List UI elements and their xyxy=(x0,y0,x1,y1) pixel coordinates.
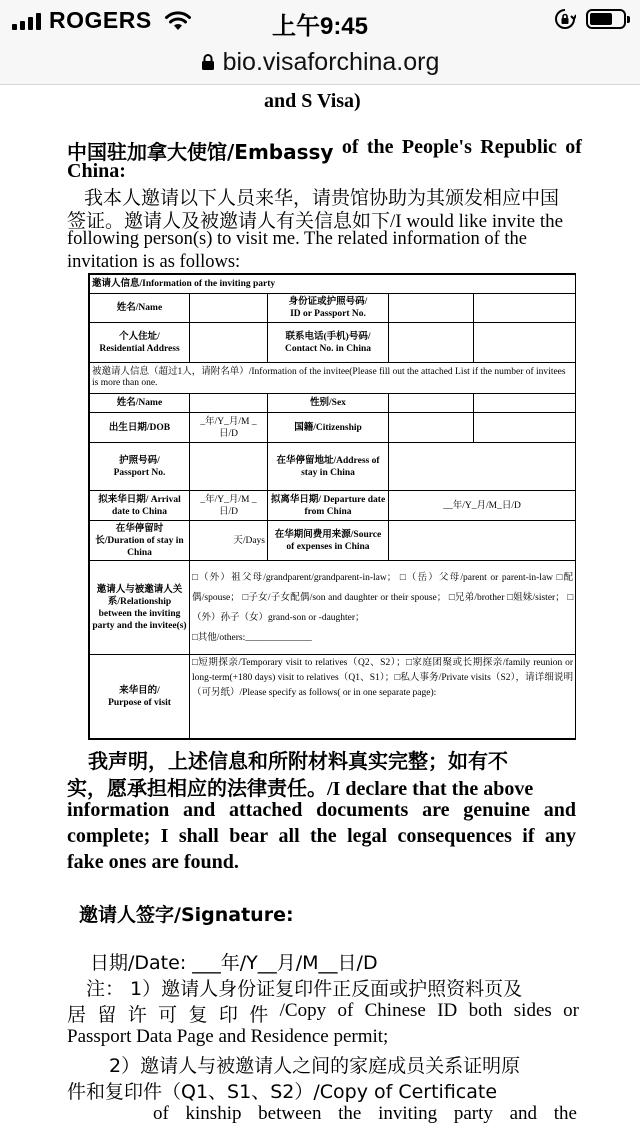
note-word: 许 xyxy=(127,1004,147,1026)
field-inviter-id[interactable] xyxy=(389,294,474,323)
status-time: 上午9:45 xyxy=(271,13,369,40)
note-line2 xyxy=(67,1000,579,1027)
note-line4: 2）邀请人与被邀请人之间的家庭成员关系证明原 xyxy=(109,1055,521,1077)
note-word: 可 xyxy=(158,1004,178,1026)
label-dob: 出生日期/DOB xyxy=(90,413,190,443)
inviter-section-header: 邀请人信息/Information of the inviting party xyxy=(90,275,576,294)
para1-line4: invitation is as follows: xyxy=(67,252,241,272)
embassy-word: Republic xyxy=(480,136,557,158)
invitee-section-header: 被邀请人信息（超过1人，请附名单）/Information of the invitee(Please fill out the attached List if the number of invitees is more than one. xyxy=(90,363,576,394)
embassy-line xyxy=(67,136,582,165)
relationship-other[interactable]: □其他/others:______________ xyxy=(192,632,312,643)
label-citizenship: 国籍/Citizenship xyxy=(268,413,389,443)
label-contact xyxy=(268,323,389,363)
note-word: 居 xyxy=(67,1004,87,1026)
status-right xyxy=(554,8,626,30)
field-expenses[interactable] xyxy=(389,521,576,561)
label-id-passport-en: ID or Passport No. xyxy=(290,309,366,319)
para1-line3: following person(s) to visit me. The related information of the xyxy=(67,229,527,249)
embassy-word: of xyxy=(565,136,582,158)
relationship-checkboxes[interactable]: □（外）祖父母/grandparent/grandparent-in-law； □（岳）父母/parent or parent-in-law □配偶/spouse； □子女/子女配偶/son and daughter or their spouse； □兄弟/brother □姐妹/sister； □（外）孙子（女）grand-son or -daughter； xyxy=(192,572,574,623)
note-word: ID xyxy=(437,1000,458,1021)
note-word: or xyxy=(563,1000,579,1021)
note-word: and xyxy=(509,1103,538,1124)
rotation-lock-icon xyxy=(554,8,576,30)
declaration-word: are xyxy=(422,799,450,821)
note-line5: 件和复印件（Q1、S1、S2）/Copy of Certificate xyxy=(67,1081,498,1103)
label-relationship: 邀请人与被邀请人关系/Relationship between the inviting party and the invitee(s) xyxy=(90,561,190,655)
purpose-options[interactable]: □短期探亲/Temporary visit to relatives（Q2、S2）；□家庭团聚或长期探亲/family reunion or long-term(+180 days) visit to relatives（Q1、S1）；□私人事务/Private visits（S2），请详细说明（可另纸）/Please specify as follows( or in one separate page): xyxy=(190,655,576,739)
note-word: between xyxy=(258,1103,322,1124)
battery-icon xyxy=(586,9,626,29)
note-word: /Copy xyxy=(279,1000,327,1021)
note-word: party xyxy=(453,1103,493,1124)
note-word: 印 xyxy=(218,1004,238,1026)
label-purpose-en: Purpose of visit xyxy=(108,697,171,708)
url-text[interactable]: bio.visaforchina.org xyxy=(222,47,440,76)
note-word: sides xyxy=(513,1000,552,1021)
label-purpose-cn: 来华目的/ xyxy=(119,685,160,696)
declaration-word: the xyxy=(310,825,337,847)
label-sex: 性别/Sex xyxy=(268,394,389,413)
declaration-word: and xyxy=(182,799,216,821)
field-inviter-id-extra[interactable] xyxy=(474,294,576,323)
field-inviter-name[interactable] xyxy=(190,294,268,323)
field-departure[interactable]: __年/Y_月/M_日/D xyxy=(389,491,576,521)
note-word: kinship xyxy=(185,1103,242,1124)
declaration-word: information xyxy=(67,799,170,821)
declaration-word: consequences xyxy=(397,825,512,847)
note-line3: Passport Data Page and Residence permit; xyxy=(67,1026,389,1047)
note-word: the xyxy=(338,1103,362,1124)
note-word: 留 xyxy=(97,1004,117,1026)
label-departure: 拟离华日期/ Departure date from China xyxy=(268,491,389,521)
date-line[interactable]: 日期/Date: ___年/Y__月/M__日/D xyxy=(90,952,378,974)
declaration-word: genuine xyxy=(463,799,530,821)
label-purpose xyxy=(90,655,190,739)
status-bar xyxy=(0,0,640,40)
label-name: 姓名/Name xyxy=(90,294,190,323)
label-id-passport xyxy=(268,294,389,323)
label-id-passport-cn: 身份证或护照号码/ xyxy=(288,297,368,307)
declaration-word: shall xyxy=(178,825,219,847)
embassy-word: the xyxy=(366,136,394,158)
label-contact-en: Contact No. in China xyxy=(284,343,372,354)
field-inviter-contact-extra[interactable] xyxy=(474,323,576,363)
declaration-word: attached xyxy=(229,799,303,821)
declaration-word: documents xyxy=(316,799,409,821)
declaration-word: if xyxy=(522,825,535,847)
label-passport-cn: 护照号码/ xyxy=(119,455,160,466)
note-word: 件 xyxy=(249,1004,269,1026)
label-address-cn: 个人住址/ xyxy=(119,331,160,342)
signature-line[interactable]: 邀请人签字/Signature: xyxy=(79,904,294,926)
declaration-word: all xyxy=(278,825,300,847)
embassy-name: 中国驻加拿大使馆/Embassy xyxy=(67,140,334,164)
note-word: inviting xyxy=(378,1103,438,1124)
field-inviter-address[interactable] xyxy=(190,323,268,363)
note-word: both xyxy=(468,1000,503,1021)
note-word: Chinese xyxy=(364,1000,426,1021)
declaration-word: legal xyxy=(347,825,388,847)
field-stay-address[interactable] xyxy=(389,443,576,491)
declaration-line5: fake ones are found. xyxy=(67,851,239,873)
address-bar[interactable] xyxy=(0,40,640,85)
note-line6 xyxy=(153,1103,577,1125)
document-page xyxy=(0,84,640,1136)
field-invitee-name[interactable] xyxy=(190,394,268,413)
carrier-name: ROGERS xyxy=(49,7,152,33)
label-passport-en: Passport No. xyxy=(113,467,166,478)
field-citizenship-extra[interactable] xyxy=(474,413,576,443)
label-address xyxy=(90,323,190,363)
invitation-form-table xyxy=(88,273,576,740)
declaration-word: I xyxy=(160,825,169,847)
embassy-word: of xyxy=(341,136,359,158)
note-word: of xyxy=(337,1000,354,1021)
field-sex-extra[interactable] xyxy=(474,394,576,413)
declaration-word: and xyxy=(543,799,576,821)
label-address-en: Residential Address xyxy=(99,343,180,354)
field-dob[interactable]: _年/Y_月/M _日/D xyxy=(190,413,268,443)
embassy-word: People's xyxy=(401,136,472,158)
label-passport xyxy=(90,443,190,491)
declaration-word: any xyxy=(544,825,576,847)
note-word: 复 xyxy=(188,1004,208,1026)
field-sex[interactable] xyxy=(389,394,474,413)
note-line1: 注： 1）邀请人身份证复印件正反面或护照资料页及 xyxy=(86,978,523,1000)
note-word: of xyxy=(153,1103,169,1124)
label-duration: 在华停留时长/Duration of stay in China xyxy=(90,521,190,561)
label-contact-cn: 联系电话(手机)号码/ xyxy=(285,331,371,342)
field-arrival[interactable]: _年/Y_月/M _日/D xyxy=(190,491,268,521)
declaration-line1: 我声明，上述信息和所附材料真实完整；如有不 xyxy=(88,749,508,773)
field-duration[interactable]: 天/Days xyxy=(190,521,268,561)
label-arrival: 拟来华日期/ Arrival date to China xyxy=(90,491,190,521)
declaration-word: complete; xyxy=(67,825,151,847)
declaration-line2: 实，愿承担相应的法律责任。/I declare that the above xyxy=(67,778,534,800)
label-stay-address: 在华停留地址/Address of stay in China xyxy=(268,443,389,491)
label-invitee-name: 姓名/Name xyxy=(90,394,190,413)
note-word: the xyxy=(553,1103,577,1124)
declaration-word: bear xyxy=(229,825,269,847)
para1-line2: 签证。邀请人及被邀请人有关信息如下/I would like invite the xyxy=(67,211,564,232)
padlock-icon xyxy=(201,53,215,71)
field-inviter-contact[interactable] xyxy=(389,323,474,363)
label-expenses: 在华期间费用来源/Source of expenses in China xyxy=(268,521,389,561)
field-passport[interactable] xyxy=(190,443,268,491)
embassy-line2: China: xyxy=(67,160,126,182)
declaration-line4 xyxy=(67,825,576,848)
heading-tail: and S Visa) xyxy=(264,90,361,112)
para1-line1: 我本人邀请以下人员来华，请贵馆协助为其颁发相应中国 xyxy=(84,187,560,209)
declaration-line3 xyxy=(67,799,576,822)
relationship-options[interactable] xyxy=(190,561,576,655)
field-citizenship[interactable] xyxy=(389,413,474,443)
